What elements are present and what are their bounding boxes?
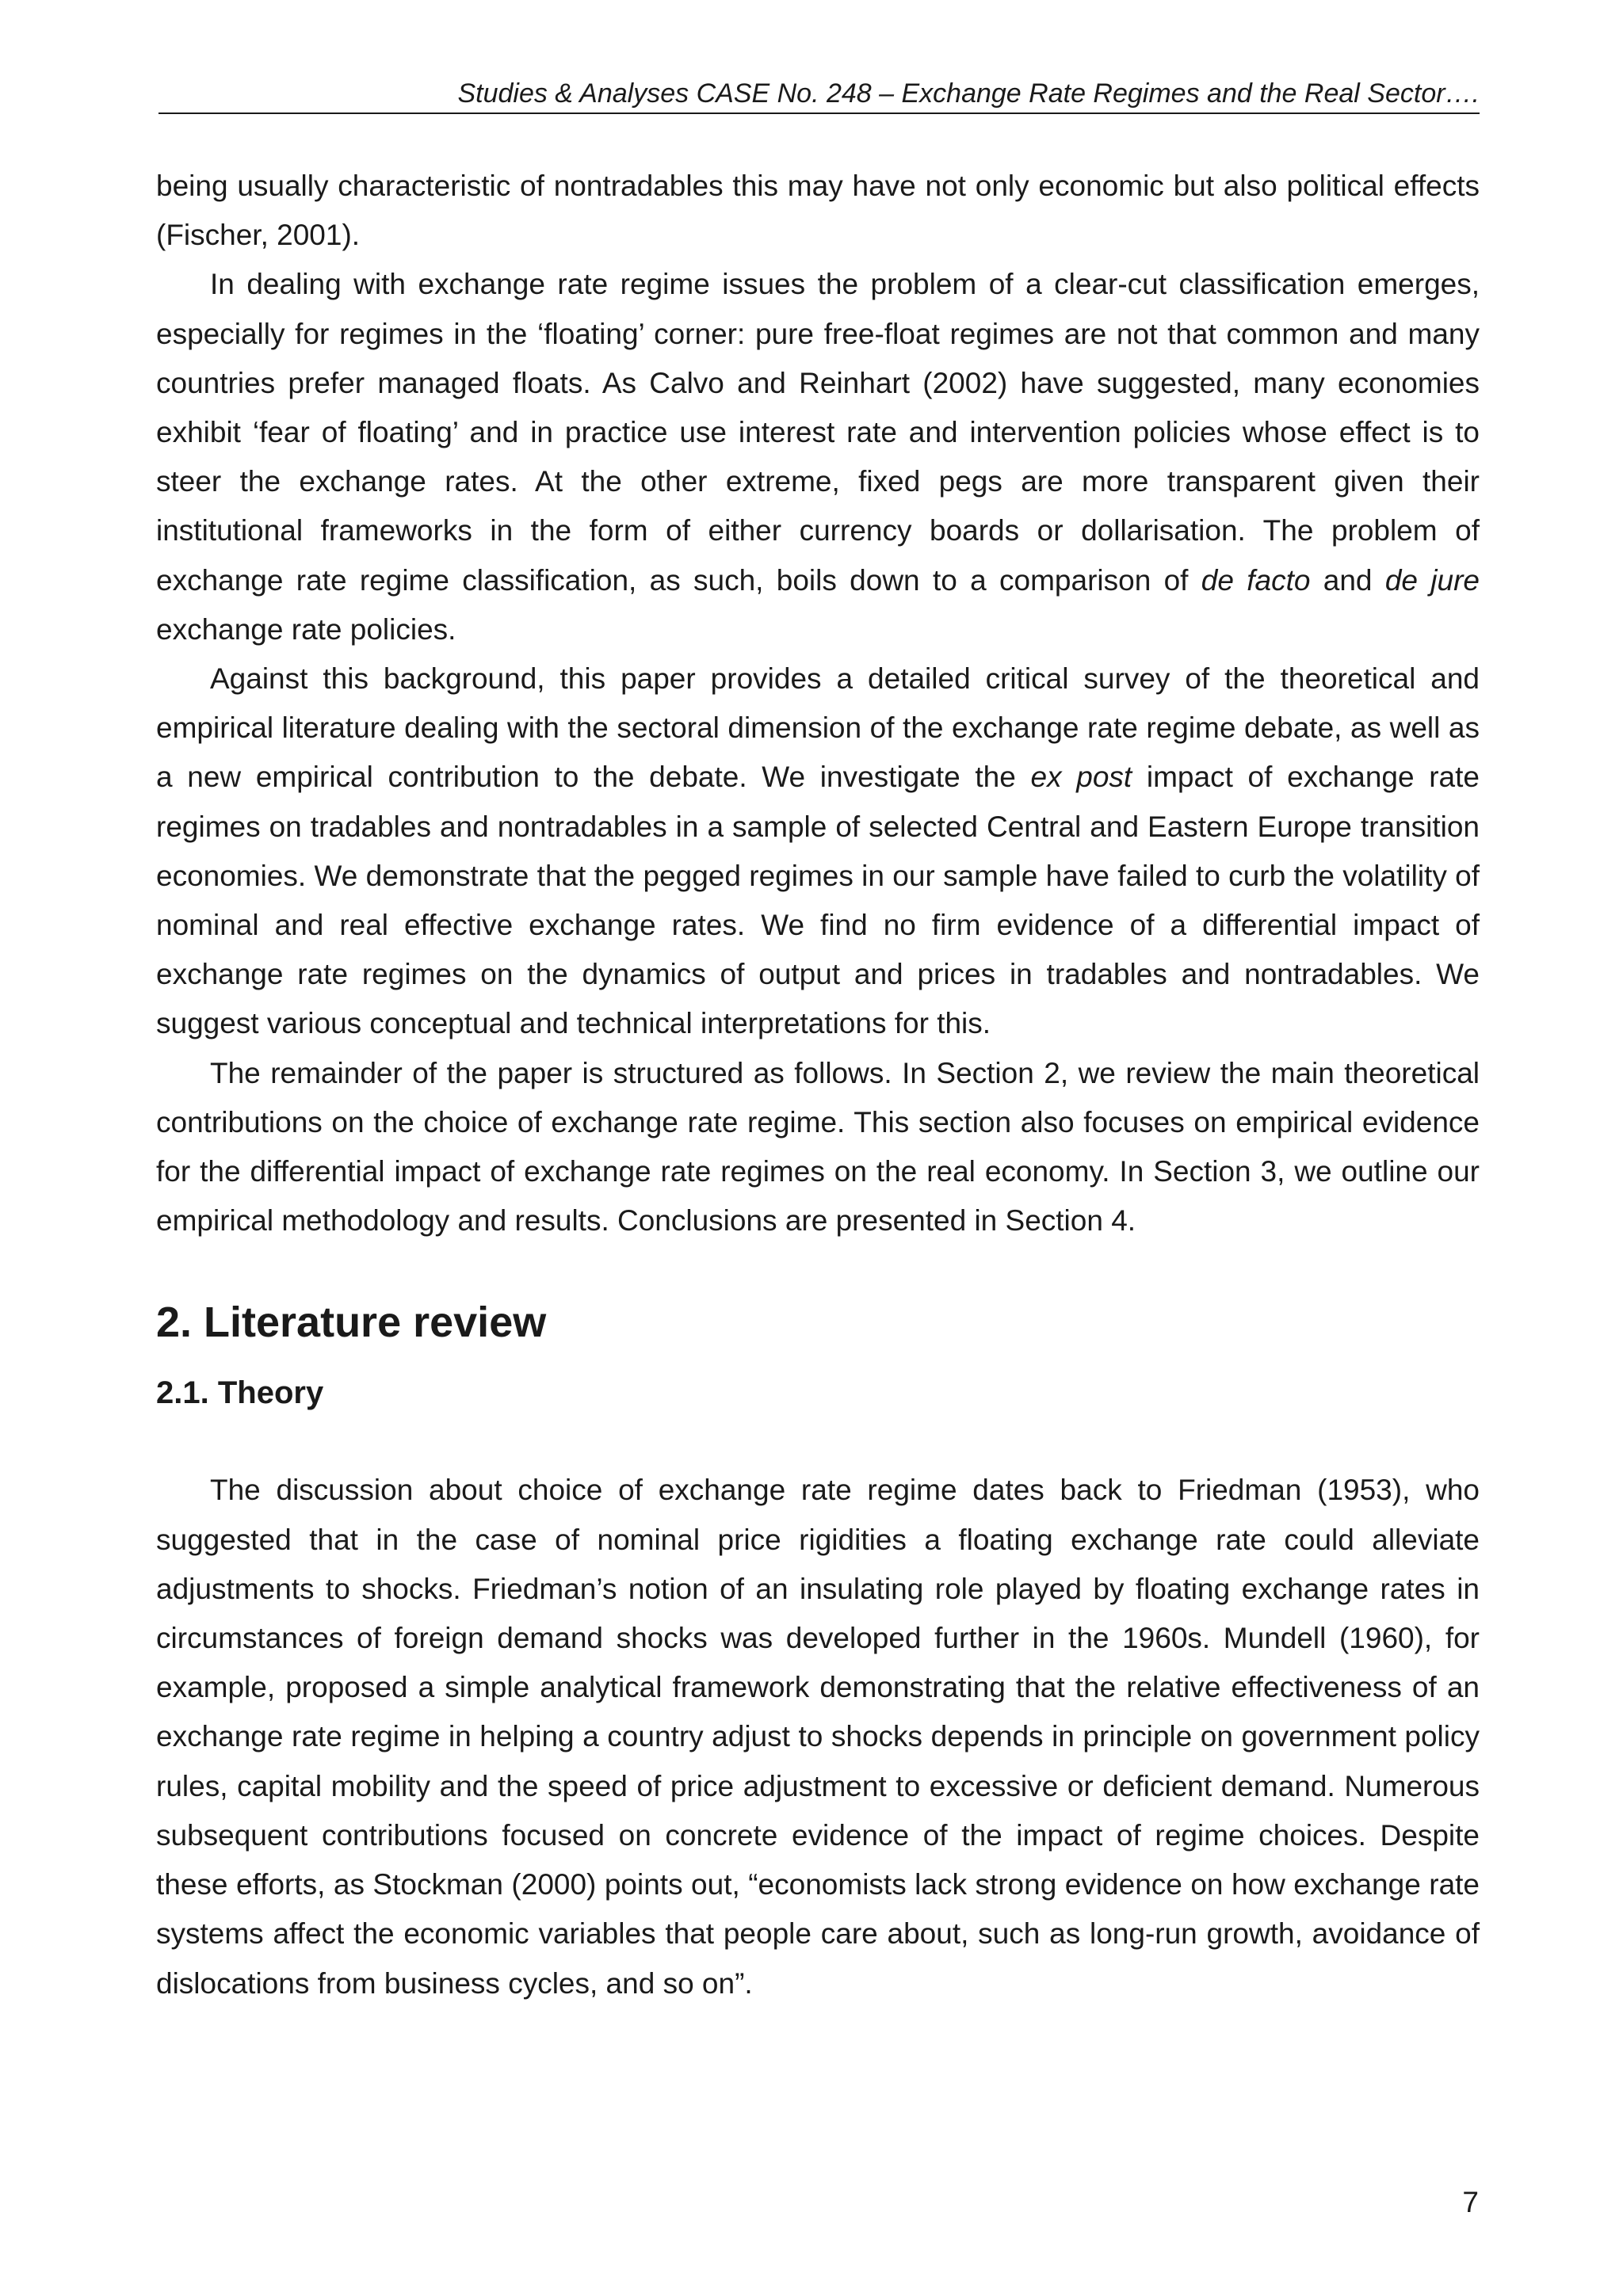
- page-number: 7: [1462, 2186, 1479, 2218]
- paragraph-structure: The remainder of the paper is structured as follows. In Section 2, we review the main theoretical contributions on the choice of exchange rate regime. This section also focuses on empirical evidence for the differential impact of exchange rate regimes on the real economy. In Section 3, we outline our empirical methodology and results. Conclusions are presented in Section 4.: [156, 1056, 1480, 1238]
- paragraph-text: exchange rate policies.: [156, 612, 456, 646]
- paragraph-text: impact of exchange rate regimes on tradables and nontradables in a sample of selected Central and Eastern Europe transition economies. We demonstrate that the pegged regimes in our sample have failed to curb the volatility of nominal and real effective exchange rates. We find no firm evidence of a differential impact of exchange rate regimes on the dynamics of output and prices in tradables and nontradables. We suggest various conceptual and technical interpretations for this.: [156, 761, 1480, 1040]
- emphasis-term: ex post: [1030, 761, 1132, 794]
- emphasis-term: de jure: [1384, 563, 1480, 597]
- theory-section: [156, 1466, 1480, 2008]
- page-body: [156, 162, 1480, 2008]
- paragraph-classification: [156, 260, 1480, 654]
- running-header-text: Studies & Analyses CASE No. 248 – Exchange Rate Regimes and the Real Sector….: [457, 78, 1480, 109]
- paragraph-theory: The discussion about choice of exchange rate regime dates back to Friedman (1953), who suggested that in the case of nominal price rigidities a floating exchange rate could alleviate adjustments to shocks. Friedman’s notion of an insulating role played by floating exchange rates in circumstances of foreign demand shocks was developed further in the 1960s. Mundell (1960), for example, proposed a simple analytical framework demonstrating that the relative effectiveness of an exchange rate regime in helping a country adjust to shocks depends in principle on government policy rules, capital mobility and the speed of price adjustment to excessive or deficient demand. Numerous subsequent contributions focused on concrete evidence of the impact of regime choices. Despite these efforts, as Stockman (2000) points out, “economists lack strong evidence on how exchange rate systems affect the economic variables that people care about, such as long-run growth, avoidance of dislocations from business cycles, and so on”.: [156, 1474, 1480, 2000]
- paragraph-text: Against this background, this paper provides a detailed critical survey of the theoretical and empirical literature dealing with the sectoral dimension of the exchange rate regime debate, as well as a new empirical contribution to the debate. We investigate the: [156, 662, 1480, 794]
- section-heading: 2. Literature review: [156, 1299, 547, 1347]
- subsection-heading: 2.1. Theory: [156, 1375, 324, 1411]
- paragraph-text: and: [1310, 563, 1385, 597]
- paragraph-continuation: being usually characteristic of nontradables this may have not only economic but also political effects (Fischer, 2001).: [156, 170, 1480, 252]
- paragraph-text: In dealing with exchange rate regime issues the problem of a clear-cut classification emerges, especially for regimes in the ‘floating’ corner: pure free-float regimes are not that common and many countries prefer managed floats. As Calvo and Reinhart (2002) have suggested, many economies exhibit ‘fear of floating’ and in practice use interest rate and intervention policies whose effect is to steer the exchange rates. At the other extreme, fixed pegs are more transparent given their institutional frameworks in the form of either currency boards or dollarisation. The problem of exchange rate regime classification, as such, boils down to a comparison of: [156, 268, 1480, 597]
- emphasis-term: de facto: [1201, 563, 1311, 597]
- paragraph-background: [156, 654, 1480, 1049]
- running-header: [158, 76, 1480, 114]
